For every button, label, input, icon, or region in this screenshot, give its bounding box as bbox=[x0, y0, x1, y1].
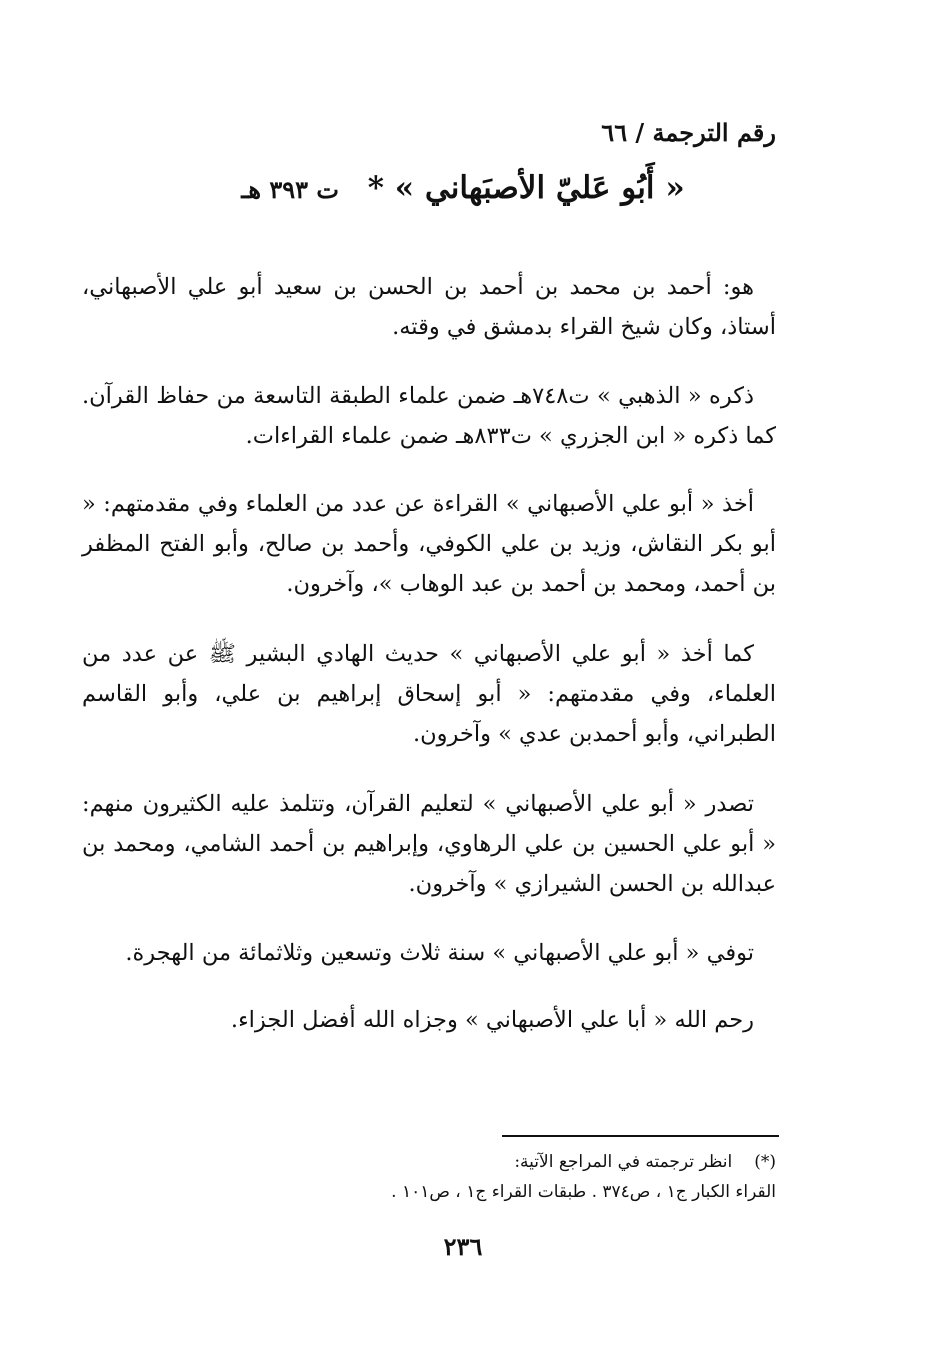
page-number: ٢٣٦ bbox=[443, 1232, 483, 1261]
paragraph-text: أخذ « أبو علي الأصبهاني » القراءة عن عدد من العلماء وفي مقدمتهم: « أبو بكر النقاش، وزيد بن علي الكوفي، وأحمد بن صالح، وأبو الفتح المظفر بن أحمد، ومحمد بن أحمد بن عبد الوهاب »، وآخرون. bbox=[82, 491, 776, 597]
paragraph-hadith bbox=[82, 634, 776, 754]
paragraph-prayer bbox=[82, 1000, 776, 1040]
entry-number: رقم الترجمة / ٦٦ bbox=[601, 118, 776, 147]
paragraph-text: ذكره « الذهبي » ت٧٤٨هـ ضمن علماء الطبقة التاسعة من حفاظ القرآن. كما ذكره « ابن الجزري » ت٨٣٣هـ ضمن علماء القراءات. bbox=[82, 383, 776, 449]
footnote bbox=[256, 1147, 776, 1207]
paragraph-identity bbox=[82, 267, 776, 347]
paragraph-death bbox=[82, 933, 776, 973]
death-year: ت ٣٩٣ هـ bbox=[241, 175, 339, 204]
footnote-intro-line bbox=[256, 1147, 776, 1177]
paragraph-teachers bbox=[82, 484, 776, 604]
footnote-divider bbox=[502, 1135, 779, 1137]
paragraph-text: توفي « أبو علي الأصبهاني » سنة ثلاث وتسعين وثلاثمائة من الهجرة. bbox=[125, 940, 754, 966]
paragraph-students bbox=[82, 784, 776, 904]
paragraph-text: تصدر « أبو علي الأصبهاني » لتعليم القرآن، وتتلمذ عليه الكثيرون منهم: « أبو علي الحسين بن علي الرهاوي، وإبراهيم بن أحمد الشامي، ومحمد بن عبدالله بن الحسن الشيرازي » وآخرون. bbox=[82, 791, 776, 897]
scholar-name: « أَبُو عَليّ الأصبَهاني » * bbox=[367, 170, 685, 206]
footnote-marker: (*) bbox=[754, 1152, 776, 1172]
paragraph-text: هو: أحمد بن محمد بن أحمد بن الحسن بن سعيد أبو علي الأصبهاني، أستاذ، وكان شيخ القراء بدمشق في وقته. bbox=[82, 274, 776, 340]
paragraph-text: رحم الله « أبا علي الأصبهاني » وجزاه الله أفضل الجزاء. bbox=[230, 1007, 754, 1033]
paragraph-mentions bbox=[82, 376, 776, 456]
paragraph-text: كما أخذ « أبو علي الأصبهاني » حديث الهادي البشير ﷺ عن عدد من العلماء، وفي مقدمتهم: « أبو إسحاق إبراهيم بن علي، وأبو القاسم الطبراني، وأبو أحمدبن عدي » وآخرون. bbox=[82, 641, 776, 747]
footnote-intro: انظر ترجمته في المراجع الآتية: bbox=[514, 1152, 733, 1172]
biography-title bbox=[150, 170, 776, 206]
footnote-sources: القراء الكبار ج١ ، ص٣٧٤ . طبقات القراء ج١ ، ص١٠١ . bbox=[391, 1182, 776, 1202]
